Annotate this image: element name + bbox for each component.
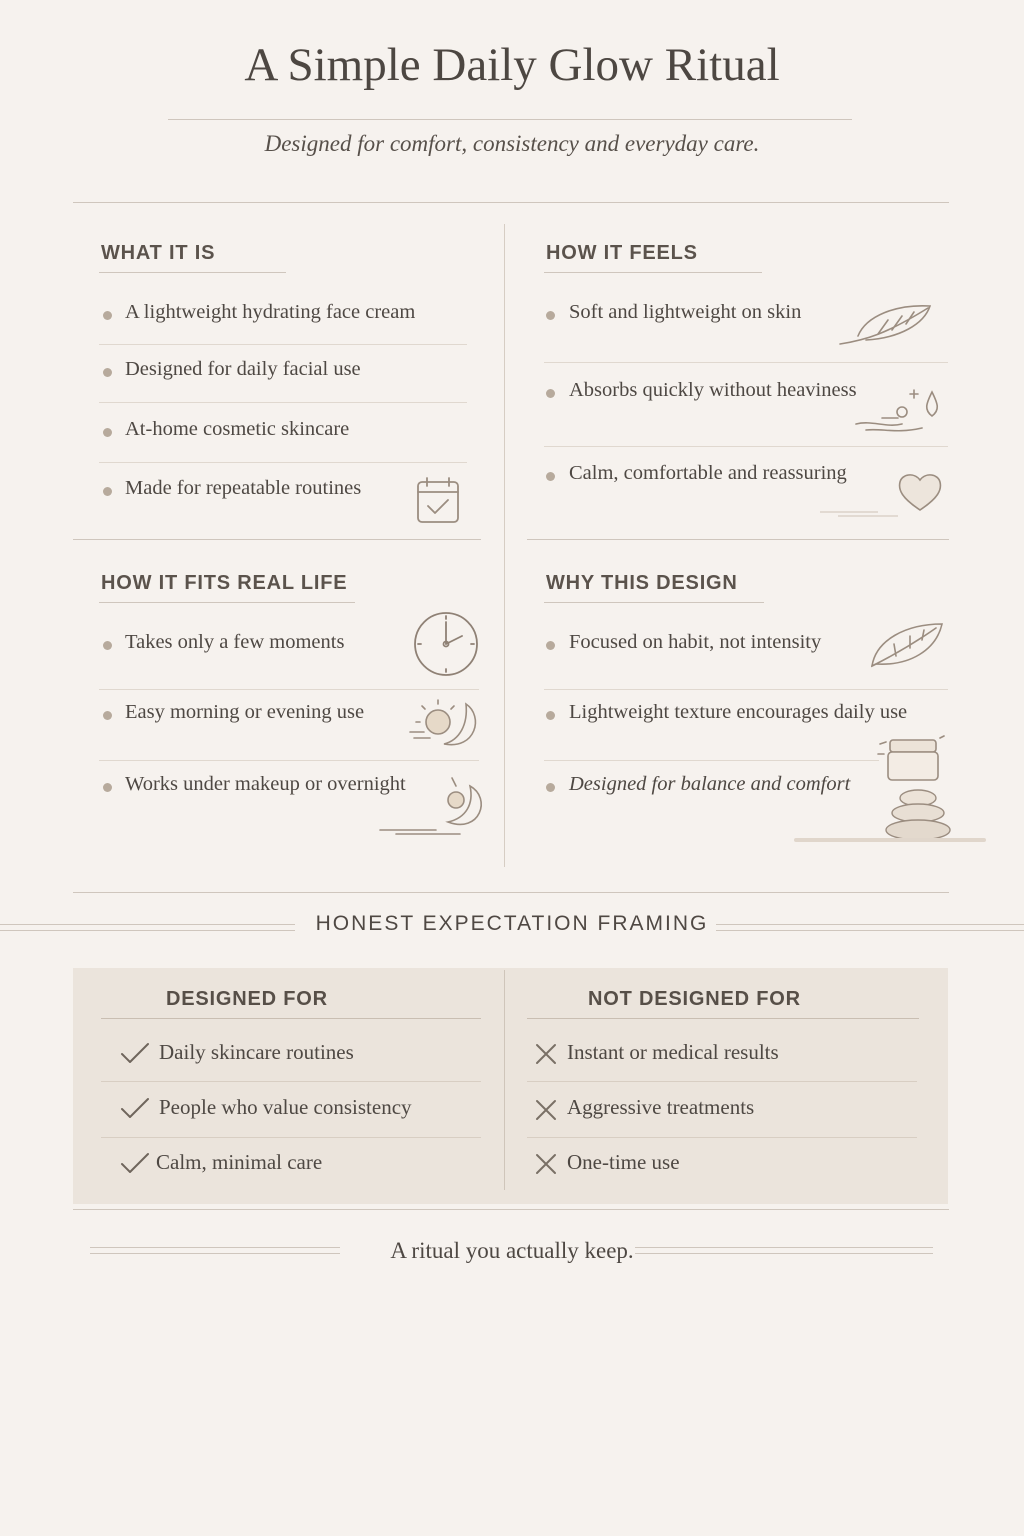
designed-for-item: People who value consistency: [159, 1095, 412, 1119]
header-divider: [73, 202, 949, 203]
not-designed-for-item: One-time use: [567, 1150, 680, 1174]
row-divider: [527, 1081, 917, 1082]
not-designed-for-heading: NOT DESIGNED FOR: [588, 988, 801, 1010]
panel-divider: [504, 970, 505, 1190]
list-item: Absorbs quickly without heaviness: [569, 379, 857, 401]
row-divider: [99, 462, 467, 463]
row-divider: [544, 760, 879, 761]
row-divider: [544, 362, 948, 363]
footer-tagline: A ritual you actually keep.: [390, 1238, 634, 1263]
bullet: [546, 783, 555, 792]
heart-icon: [818, 466, 950, 518]
section-heading-what-it-is: WHAT IT IS: [101, 242, 216, 264]
not-designed-for-item: Aggressive treatments: [567, 1095, 755, 1119]
section-heading-how-it-fits: HOW IT FITS REAL LIFE: [101, 572, 348, 594]
bullet: [546, 389, 555, 398]
designed-for-heading: DESIGNED FOR: [166, 988, 328, 1010]
section-underline: [99, 272, 286, 273]
bullet: [103, 641, 112, 650]
bullet: [546, 711, 555, 720]
section-divider: [527, 539, 949, 540]
row-divider: [544, 446, 948, 447]
list-item: Calm, comfortable and reassuring: [569, 462, 847, 484]
section-underline: [544, 272, 762, 273]
list-item: Easy morning or evening use: [125, 701, 365, 723]
bullet: [103, 711, 112, 720]
clock-icon: [410, 610, 482, 678]
list-item: A lightweight hydrating face cream: [125, 301, 416, 323]
list-item: Lightweight texture encourages daily use: [569, 701, 908, 723]
framing-heading: HONEST EXPECTATION FRAMING: [315, 912, 709, 935]
bullet: [546, 641, 555, 650]
footer-top-divider: [73, 1209, 949, 1210]
cross-icon: [535, 1153, 557, 1175]
cross-icon: [535, 1099, 557, 1121]
row-divider: [99, 689, 479, 690]
check-icon: [120, 1152, 150, 1176]
list-item: Focused on habit, not intensity: [569, 631, 822, 653]
cross-icon: [535, 1043, 557, 1065]
bullet: [546, 472, 555, 481]
droplets-icon: [852, 384, 948, 440]
bullet: [103, 368, 112, 377]
calendar-check-icon: [412, 474, 468, 530]
list-item: Works under makeup or overnight: [125, 773, 406, 795]
section-heading-why-this-design: WHY THIS DESIGN: [546, 572, 738, 594]
row-divider: [101, 1137, 481, 1138]
sun-moon-icon: [404, 694, 484, 754]
check-icon: [120, 1042, 150, 1066]
row-divider: [544, 689, 948, 690]
list-item: Soft and lightweight on skin: [569, 301, 802, 323]
row-divider: [101, 1081, 481, 1082]
section-underline: [544, 602, 764, 603]
check-icon: [120, 1097, 150, 1121]
leaf-icon: [866, 620, 946, 670]
not-designed-for-item: Instant or medical results: [567, 1040, 779, 1064]
title-divider: [168, 119, 852, 120]
list-item: Designed for balance and comfort: [569, 773, 851, 795]
bullet: [103, 311, 112, 320]
list-item: Made for repeatable routines: [125, 477, 362, 499]
bullet: [103, 428, 112, 437]
designed-for-item: Daily skincare routines: [159, 1040, 354, 1064]
section-heading-how-it-feels: HOW IT FEELS: [546, 242, 698, 264]
page-title: A Simple Daily Glow Ritual: [244, 39, 780, 91]
moon-icon: [376, 774, 490, 836]
row-divider: [527, 1137, 917, 1138]
list-item: Takes only a few moments: [125, 631, 345, 653]
feather-icon: [836, 298, 936, 350]
jar-icon: [876, 734, 946, 784]
section-divider: [73, 539, 481, 540]
page-subtitle: Designed for comfort, consistency and everyday care.: [264, 131, 760, 156]
stones-icon: [794, 786, 990, 844]
col-divider: [101, 1018, 481, 1019]
bullet: [103, 487, 112, 496]
row-divider: [99, 344, 467, 345]
row-divider: [99, 760, 479, 761]
section-underline: [99, 602, 355, 603]
framing-top-divider: [73, 892, 949, 893]
bullet: [103, 783, 112, 792]
col-divider: [527, 1018, 919, 1019]
bullet: [546, 311, 555, 320]
column-divider: [504, 224, 505, 867]
list-item: At-home cosmetic skincare: [125, 418, 350, 440]
list-item: Designed for daily facial use: [125, 358, 361, 380]
designed-for-item: Calm, minimal care: [156, 1150, 323, 1174]
row-divider: [99, 402, 467, 403]
